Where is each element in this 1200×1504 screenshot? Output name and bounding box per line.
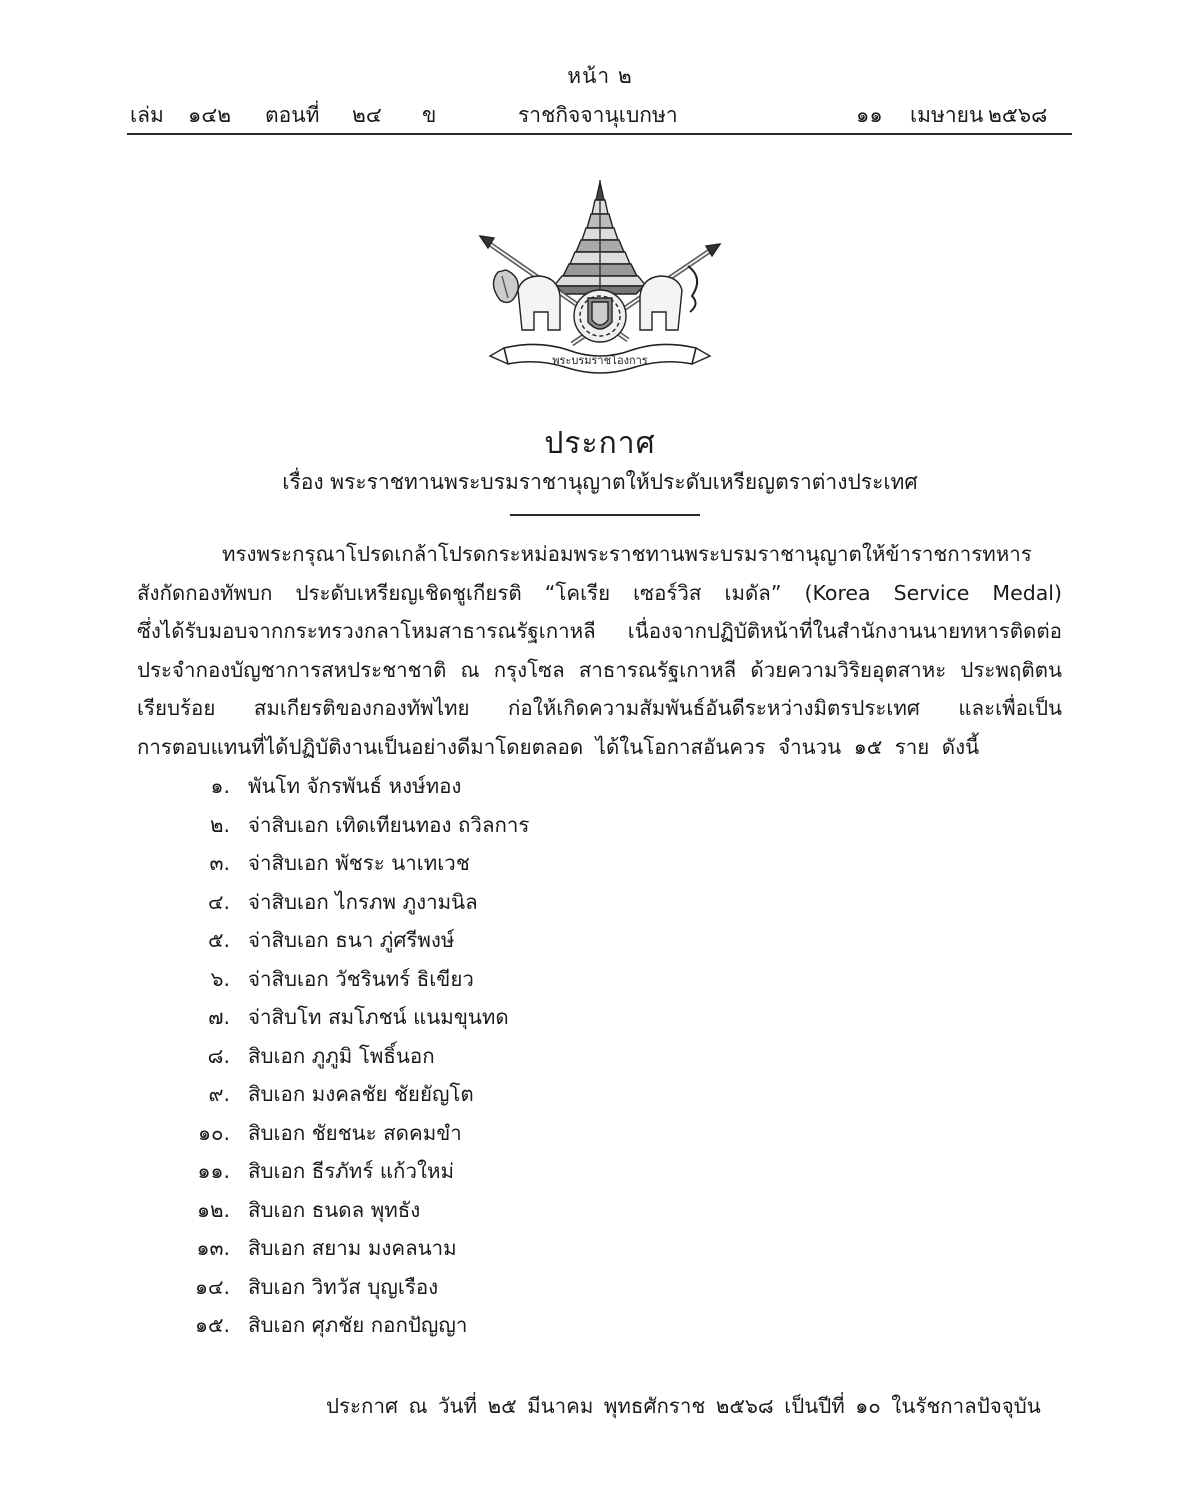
header-divider xyxy=(127,133,1072,135)
item-name: สิบเอก ธนดล พุทธัง xyxy=(248,1197,421,1222)
list-item xyxy=(190,1234,690,1273)
volume-number: ๑๔๒ xyxy=(188,103,232,127)
body-line: เรียบร้อย สมเกียรติของกองทัพไทย ก่อให้เกิดความสัมพันธ์อันดีระหว่างมิตรประเทศ และเพื่อเป็น xyxy=(137,696,1062,720)
item-name: สิบเอก ภูภูมิ โพธิ์นอก xyxy=(248,1043,435,1068)
list-item xyxy=(190,1273,690,1312)
announcement-body xyxy=(137,540,1062,771)
publication-name: ราชกิจจานุเบกษา xyxy=(518,103,678,127)
section-label: ตอนที่ xyxy=(265,103,320,127)
item-name: จ่าสิบโท สมโภชน์ แนมขุนทด xyxy=(248,1005,509,1029)
list-item xyxy=(190,1080,690,1119)
list-item xyxy=(190,811,690,850)
emblem-ribbon-text: พระบรมราชโองการ xyxy=(552,354,648,367)
title-divider xyxy=(510,514,700,516)
item-number: ๕. xyxy=(207,928,230,952)
item-number: ๗. xyxy=(208,1005,230,1029)
page-number: หน้า ๒ xyxy=(567,64,633,88)
body-line: การตอบแทนที่ได้ปฏิบัติงานเป็นอย่างดีมาโดยตลอด ได้ในโอกาสอันควร จำนวน ๑๕ ราย ดังนี้ xyxy=(137,734,980,759)
list-item xyxy=(190,849,690,888)
section-number: ๒๔ xyxy=(352,103,382,127)
item-number: ๓. xyxy=(209,851,230,875)
item-name: สิบเอก วิทวัส บุญเรือง xyxy=(248,1274,439,1299)
list-item xyxy=(190,1311,690,1350)
recipient-list xyxy=(190,772,690,1350)
item-name: จ่าสิบเอก เทิดเทียนทอง ถวิลการ xyxy=(248,812,530,837)
item-name: จ่าสิบเอก ไกรภพ ภูงามนิล xyxy=(248,889,478,914)
item-number: ๑๔. xyxy=(194,1274,230,1299)
list-item xyxy=(190,926,690,965)
item-number: ๙. xyxy=(208,1082,230,1106)
list-item xyxy=(190,1157,690,1196)
item-name: สิบเอก ศุภชัย กอกปัญญา xyxy=(248,1313,468,1337)
item-number: ๑๕. xyxy=(194,1313,230,1337)
announcement-date-line: ประกาศ ณ วันที่ ๒๕ มีนาคม พุทธศักราช ๒๕๖๘ เป็นปีที่ ๑๐ ในรัชกาลปัจจุบัน xyxy=(326,1394,1041,1418)
item-number: ๘. xyxy=(207,1043,230,1068)
item-number: ๑. xyxy=(210,774,230,798)
royal-emblem-icon xyxy=(478,180,722,378)
item-name: สิบเอก สยาม มงคลนาม xyxy=(248,1236,457,1260)
item-name: สิบเอก มงคลชัย ชัยยัญโต xyxy=(248,1082,474,1106)
body-line: สังกัดกองทัพบก ประดับเหรียญเชิดชูเกียรติ “โคเรีย เซอร์วิส เมดัล” (Korea Service Medal) xyxy=(137,580,1062,605)
gazette-header xyxy=(130,99,1070,129)
item-number: ๑๒. xyxy=(196,1197,230,1222)
list-item xyxy=(190,1003,690,1042)
item-name: จ่าสิบเอก พัชระ นาเทเวช xyxy=(248,851,470,875)
item-number: ๑๓. xyxy=(196,1236,230,1260)
list-item xyxy=(190,1119,690,1158)
list-item xyxy=(190,888,690,927)
list-item xyxy=(190,1042,690,1081)
item-number: ๖. xyxy=(210,966,230,991)
date-year: ๒๕๖๘ xyxy=(988,103,1048,127)
section-type: ข xyxy=(422,103,437,127)
item-name: จ่าสิบเอก ธนา ภู่ศรีพงษ์ xyxy=(248,928,455,952)
body-line: ซึ่งได้รับมอบจากกระทรวงกลาโหมสาธารณรัฐเกาหลี เนื่องจากปฏิบัติหน้าที่ในสำนักงานนายทหารติดต่อ xyxy=(137,619,1062,643)
item-name: พันโท จักรพันธ์ หงษ์ทอง xyxy=(248,774,462,798)
volume-label: เล่ม xyxy=(130,103,164,127)
item-name: จ่าสิบเอก วัชรินทร์ ธิเขียว xyxy=(248,966,474,991)
list-item xyxy=(190,1196,690,1235)
item-name: สิบเอก ธีรภัทร์ แก้วใหม่ xyxy=(248,1159,455,1183)
date-day: ๑๑ xyxy=(856,103,883,127)
list-item xyxy=(190,965,690,1004)
item-number: ๔. xyxy=(207,889,230,914)
item-number: ๒. xyxy=(209,812,230,837)
item-number: ๑๐. xyxy=(197,1120,230,1145)
body-line: ทรงพระกรุณาโปรดเกล้าโปรดกระหม่อมพระราชทานพระบรมราชานุญาตให้ข้าราชการทหาร xyxy=(222,542,1032,566)
item-number: ๑๑. xyxy=(197,1159,230,1183)
list-item xyxy=(190,772,690,811)
date-month: เมษายน xyxy=(910,103,984,127)
announcement-title: ประกาศ xyxy=(544,426,656,461)
announcement-subject: เรื่อง พระราชทานพระบรมราชานุญาตให้ประดับเหรียญตราต่างประเทศ xyxy=(282,470,918,494)
item-name: สิบเอก ชัยชนะ สดคมขำ xyxy=(248,1120,462,1145)
body-line: ประจำกองบัญชาการสหประชาชาติ ณ กรุงโซล สาธารณรัฐเกาหลี ด้วยความวิริยอุตสาหะ ประพฤติตน xyxy=(137,657,1062,682)
